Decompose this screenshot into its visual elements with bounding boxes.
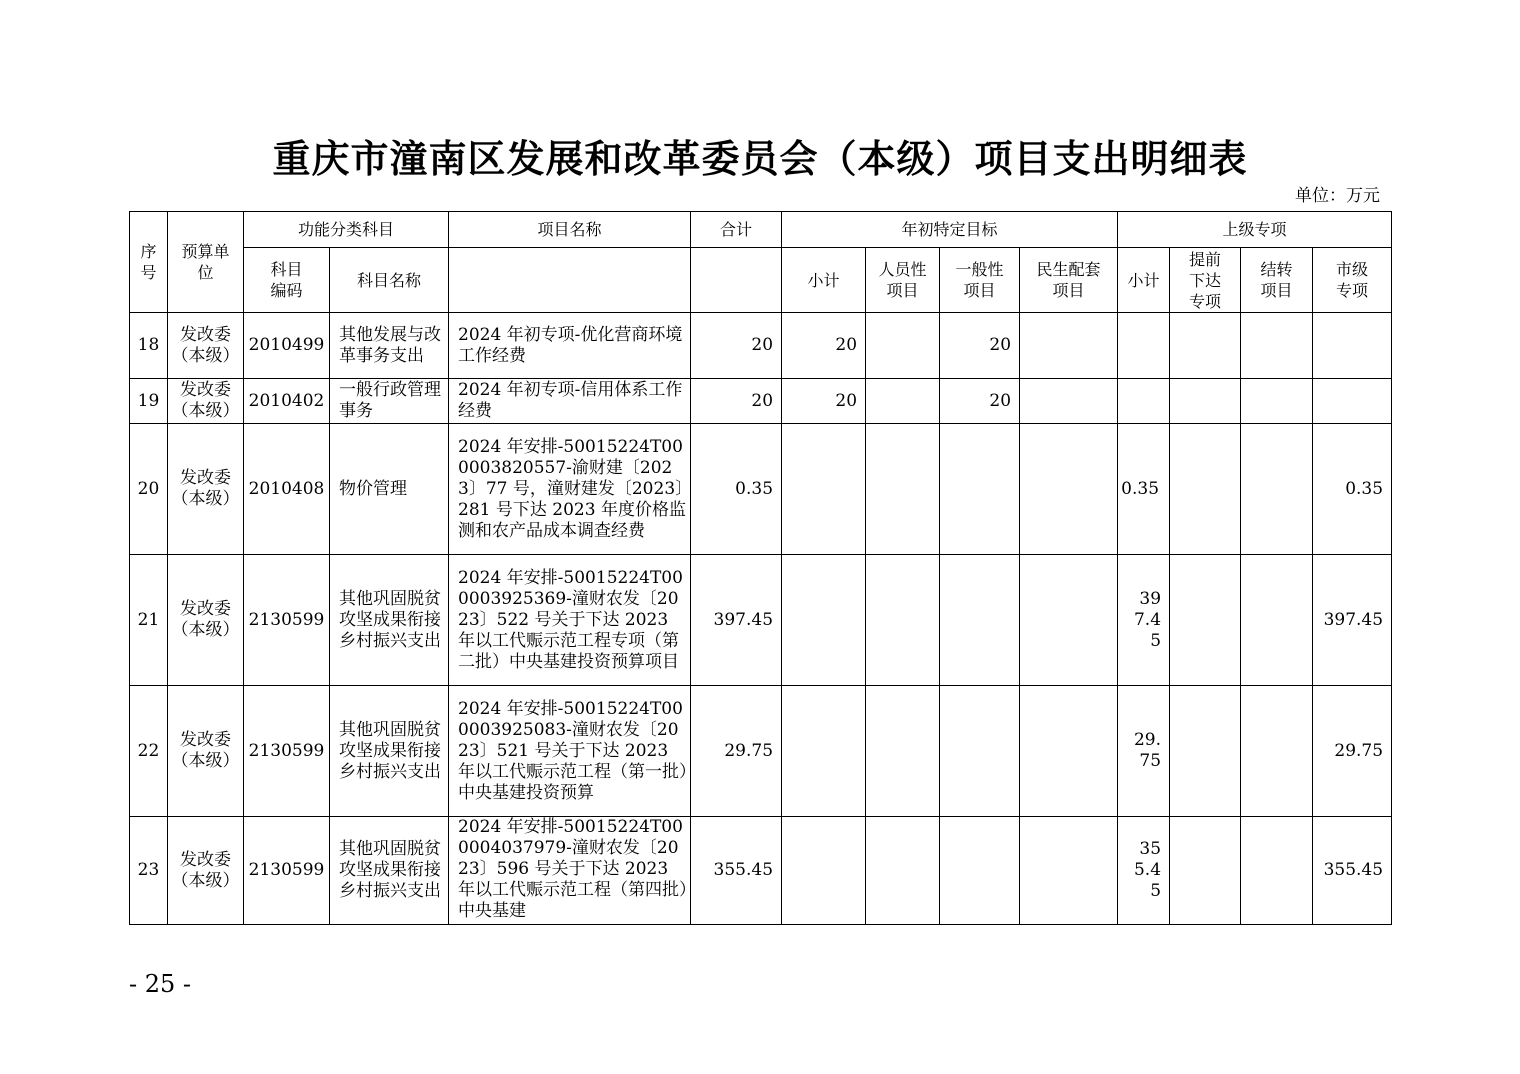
cell-project: 2024 年安排-50015224T000003925369-潼财农发〔2023〕522 号关于下达 2023 年以工代赈示范工程专项（第二批）中央基建投资预算项目 (449, 555, 691, 686)
header-sup-carryover: 结转项目 (1241, 248, 1313, 313)
cell-at-livelihood (1020, 686, 1118, 817)
cell-at-subtotal (782, 686, 866, 817)
cell-at-personnel (866, 686, 940, 817)
cell-sup-advance (1170, 555, 1241, 686)
project-expenditure-table (129, 211, 1392, 925)
cell-project: 2024 年安排-50015224T000004037979-潼财农发〔2023〕596 号关于下达 2023 年以工代赈示范工程（第四批）中央基建 (449, 817, 691, 925)
cell-at-personnel (866, 379, 940, 424)
cell-seq: 21 (130, 555, 168, 686)
cell-seq: 22 (130, 686, 168, 817)
cell-code: 2010499 (244, 313, 330, 379)
cell-at-personnel (866, 555, 940, 686)
cell-sup-carryover (1241, 379, 1313, 424)
cell-at-subtotal (782, 817, 866, 925)
cell-sup-carryover (1241, 313, 1313, 379)
header-at-general: 一般性项目 (940, 248, 1020, 313)
cell-at-personnel (866, 817, 940, 925)
cell-total: 397.45 (691, 555, 782, 686)
header-superior: 上级专项 (1118, 212, 1392, 248)
page-title: 重庆市潼南区发展和改革委员会（本级）项目支出明细表 (272, 136, 1248, 181)
cell-sup-advance (1170, 313, 1241, 379)
cell-project: 2024 年安排-50015224T000003925083-潼财农发〔2023〕521 号关于下达 2023 年以工代赈示范工程（第一批）中央基建投资预算 (449, 686, 691, 817)
cell-at-general: 20 (940, 313, 1020, 379)
cell-sup-subtotal: 397.45 (1118, 555, 1170, 686)
cell-at-livelihood (1020, 817, 1118, 925)
cell-unit: 发改委（本级） (168, 313, 244, 379)
header-func-class: 功能分类科目 (244, 212, 449, 248)
cell-sup-city (1313, 379, 1392, 424)
table-row (130, 817, 1392, 925)
cell-total: 20 (691, 313, 782, 379)
cell-unit: 发改委（本级） (168, 379, 244, 424)
cell-unit: 发改委（本级） (168, 424, 244, 555)
header-sup-city: 市级专项 (1313, 248, 1392, 313)
cell-at-personnel (866, 313, 940, 379)
cell-at-livelihood (1020, 313, 1118, 379)
cell-at-livelihood (1020, 379, 1118, 424)
cell-at-personnel (866, 424, 940, 555)
cell-sup-subtotal (1118, 379, 1170, 424)
table-row (130, 313, 1392, 379)
cell-code: 2010402 (244, 379, 330, 424)
cell-subject: 其他巩固脱贫攻坚成果衔接乡村振兴支出 (330, 686, 449, 817)
unit-label: 单位：万元 (1295, 186, 1380, 206)
header-sup-advance: 提前下达专项 (1170, 248, 1241, 313)
cell-code: 2010408 (244, 424, 330, 555)
page-number: - 25 - (129, 970, 192, 998)
cell-seq: 18 (130, 313, 168, 379)
cell-at-subtotal: 20 (782, 313, 866, 379)
header-total: 合计 (691, 212, 782, 248)
cell-seq: 23 (130, 817, 168, 925)
cell-subject: 其他巩固脱贫攻坚成果衔接乡村振兴支出 (330, 555, 449, 686)
header-seq: 序号 (130, 212, 168, 313)
cell-sup-advance (1170, 817, 1241, 925)
cell-total: 29.75 (691, 686, 782, 817)
header-subject-code: 科目编码 (244, 248, 330, 313)
cell-project: 2024 年安排-50015224T000003820557-渝财建〔2023〕77 号，潼财建发〔2023〕281 号下达 2023 年度价格监测和农产品成本调查经费 (449, 424, 691, 555)
cell-unit: 发改委（本级） (168, 817, 244, 925)
cell-sup-city: 397.45 (1313, 555, 1392, 686)
cell-sup-carryover (1241, 817, 1313, 925)
cell-sup-city: 355.45 (1313, 817, 1392, 925)
header-subject-name: 科目名称 (330, 248, 449, 313)
cell-at-subtotal (782, 424, 866, 555)
cell-total: 0.35 (691, 424, 782, 555)
cell-at-general (940, 555, 1020, 686)
cell-at-subtotal: 20 (782, 379, 866, 424)
cell-sup-carryover (1241, 686, 1313, 817)
cell-sup-advance (1170, 686, 1241, 817)
table-row (130, 555, 1392, 686)
cell-total: 20 (691, 379, 782, 424)
cell-at-general: 20 (940, 379, 1020, 424)
cell-sup-city: 0.35 (1313, 424, 1392, 555)
cell-at-livelihood (1020, 555, 1118, 686)
header-at-subtotal: 小计 (782, 248, 866, 313)
cell-at-general (940, 424, 1020, 555)
header-at-personnel: 人员性项目 (866, 248, 940, 313)
table-row (130, 686, 1392, 817)
cell-subject: 其他发展与改革事务支出 (330, 313, 449, 379)
cell-seq: 20 (130, 424, 168, 555)
cell-sup-subtotal (1118, 313, 1170, 379)
header-annual-target: 年初特定目标 (782, 212, 1118, 248)
cell-code: 2130599 (244, 817, 330, 925)
header-total-blank (691, 248, 782, 313)
cell-project: 2024 年初专项-信用体系工作经费 (449, 379, 691, 424)
cell-total: 355.45 (691, 817, 782, 925)
header-project-name-blank (449, 248, 691, 313)
cell-code: 2130599 (244, 555, 330, 686)
header-budget-unit: 预算单位 (168, 212, 244, 313)
header-project-name: 项目名称 (449, 212, 691, 248)
cell-unit: 发改委（本级） (168, 686, 244, 817)
cell-at-subtotal (782, 555, 866, 686)
cell-sup-subtotal: 29.75 (1118, 686, 1170, 817)
cell-sup-subtotal: 0.35 (1118, 424, 1170, 555)
cell-sup-advance (1170, 379, 1241, 424)
cell-at-general (940, 817, 1020, 925)
cell-seq: 19 (130, 379, 168, 424)
table-row (130, 379, 1392, 424)
cell-unit: 发改委（本级） (168, 555, 244, 686)
cell-sup-carryover (1241, 555, 1313, 686)
table-row (130, 424, 1392, 555)
cell-sup-carryover (1241, 424, 1313, 555)
cell-sup-city (1313, 313, 1392, 379)
cell-code: 2130599 (244, 686, 330, 817)
cell-subject: 其他巩固脱贫攻坚成果衔接乡村振兴支出 (330, 817, 449, 925)
cell-sup-advance (1170, 424, 1241, 555)
cell-project: 2024 年初专项-优化营商环境工作经费 (449, 313, 691, 379)
cell-at-livelihood (1020, 424, 1118, 555)
header-sup-subtotal: 小计 (1118, 248, 1170, 313)
cell-at-general (940, 686, 1020, 817)
cell-sup-subtotal: 355.45 (1118, 817, 1170, 925)
cell-subject: 一般行政管理事务 (330, 379, 449, 424)
cell-subject: 物价管理 (330, 424, 449, 555)
header-at-livelihood: 民生配套项目 (1020, 248, 1118, 313)
cell-sup-city: 29.75 (1313, 686, 1392, 817)
